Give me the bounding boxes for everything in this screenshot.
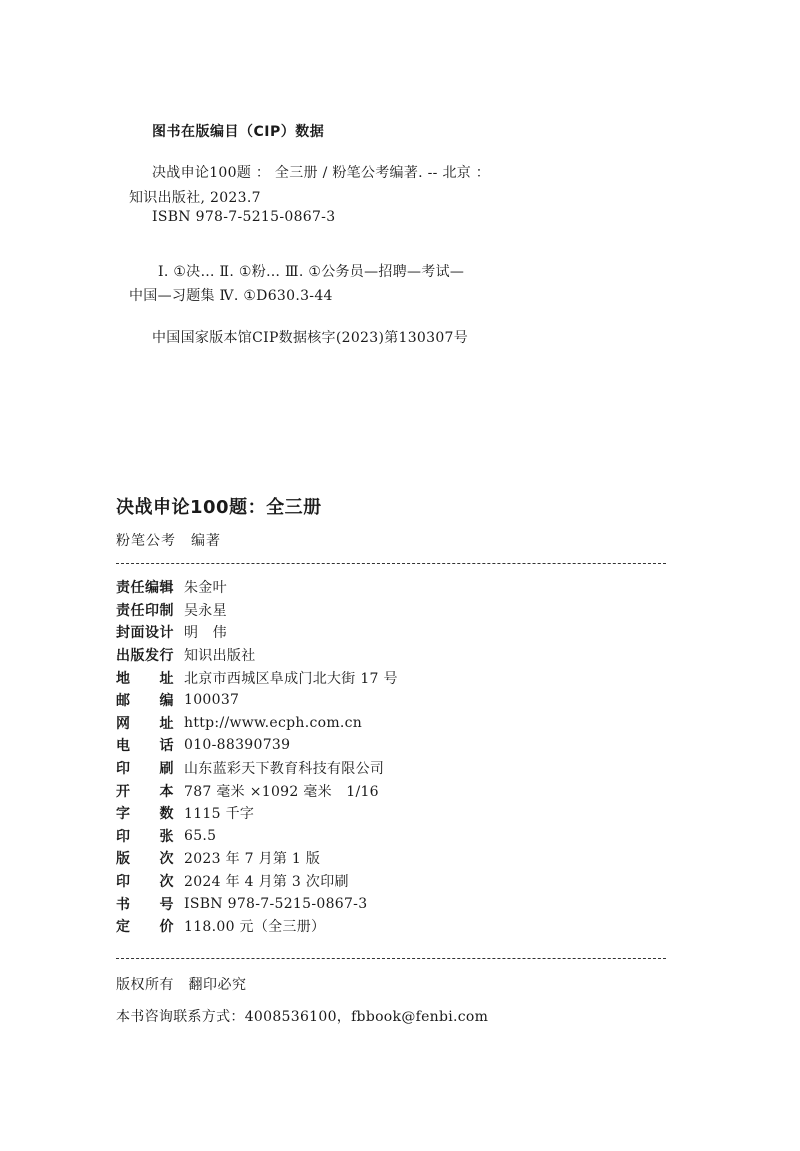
info-label: 定 价 (116, 919, 174, 936)
info-label: 责任编辑 (116, 580, 174, 597)
info-row (116, 734, 398, 757)
divider-bottom (116, 958, 666, 959)
info-label: 地 址 (116, 670, 174, 687)
info-row (116, 666, 398, 689)
cip-classification-line-2: 中国—习题集 Ⅳ. ①D630.3-44 (129, 288, 333, 304)
info-value: 100037 (184, 692, 240, 709)
cip-classification-line: Ⅰ. ①决… Ⅱ. ①粉… Ⅲ. ①公务员—招聘—考试— (158, 264, 465, 280)
contact-info: 本书咨询联系方式：4008536100，fbbook@fenbi.com (116, 1009, 489, 1025)
info-label: 书 号 (116, 896, 174, 913)
info-value: 010-88390739 (184, 737, 291, 754)
info-row (116, 870, 398, 893)
info-label: 网 址 (116, 715, 174, 732)
info-label: 印 刷 (116, 761, 174, 778)
info-label: 责任印制 (116, 602, 174, 619)
publication-info-table (116, 576, 398, 938)
book-title: 决战申论100题：全三册 (116, 497, 322, 518)
info-label: 印 次 (116, 874, 174, 891)
info-label: 版 次 (116, 851, 174, 868)
info-value: 2023 年 7 月第 1 版 (184, 851, 321, 868)
book-author: 粉笔公考 编著 (116, 533, 221, 549)
divider-top (116, 563, 666, 564)
website-url: http://www.ecph.com.cn (184, 714, 363, 731)
info-label: 印 张 (116, 828, 174, 845)
info-row (116, 644, 398, 667)
info-label: 电 话 (116, 738, 174, 755)
info-row (116, 712, 398, 735)
info-value: 知识出版社 (184, 648, 256, 665)
cip-title-line: 决战申论100题 ： 全三册 / 粉笔公考编著. -- 北京 ： (152, 165, 491, 181)
info-value: 65.5 (184, 827, 217, 844)
cip-record-number: 中国国家版本馆CIP数据核字(2023)第130307号 (152, 330, 469, 346)
info-value: 朱金叶 (184, 580, 227, 597)
info-label: 封面设计 (116, 625, 174, 642)
copyright-notice: 版权所有 翻印必究 (116, 977, 247, 993)
info-value: 787 毫米 ×1092 毫米 1/16 (184, 783, 379, 800)
info-row (116, 825, 398, 848)
info-row (116, 689, 398, 712)
info-row (116, 847, 398, 870)
info-row (116, 599, 398, 622)
info-value: ISBN 978-7-5215-0867-3 (184, 895, 368, 912)
info-row (116, 576, 398, 599)
info-row (116, 802, 398, 825)
info-label: 开 本 (116, 783, 174, 800)
info-value: 明 伟 (184, 625, 227, 642)
info-row (116, 757, 398, 780)
info-value: 吴永星 (184, 602, 227, 619)
cip-isbn-line: ISBN 978-7-5215-0867-3 (152, 209, 336, 225)
info-row (116, 621, 398, 644)
info-label: 出版发行 (116, 648, 174, 665)
info-value: 山东蓝彩天下教育科技有限公司 (184, 761, 385, 778)
info-label: 字 数 (116, 806, 174, 823)
info-value: 2024 年 4 月第 3 次印刷 (184, 874, 349, 891)
info-value: 118.00 元（全三册） (184, 919, 326, 936)
cip-heading: 图书在版编目（CIP）数据 (152, 124, 325, 140)
cip-publisher-line: 知识出版社, 2023.7 (129, 190, 261, 206)
info-row (116, 915, 398, 938)
info-value: 北京市西城区阜成门北大街 17 号 (184, 670, 398, 687)
info-row (116, 892, 398, 915)
info-value: 1115 千字 (184, 806, 255, 823)
info-row (116, 779, 398, 802)
info-label: 邮 编 (116, 693, 174, 710)
